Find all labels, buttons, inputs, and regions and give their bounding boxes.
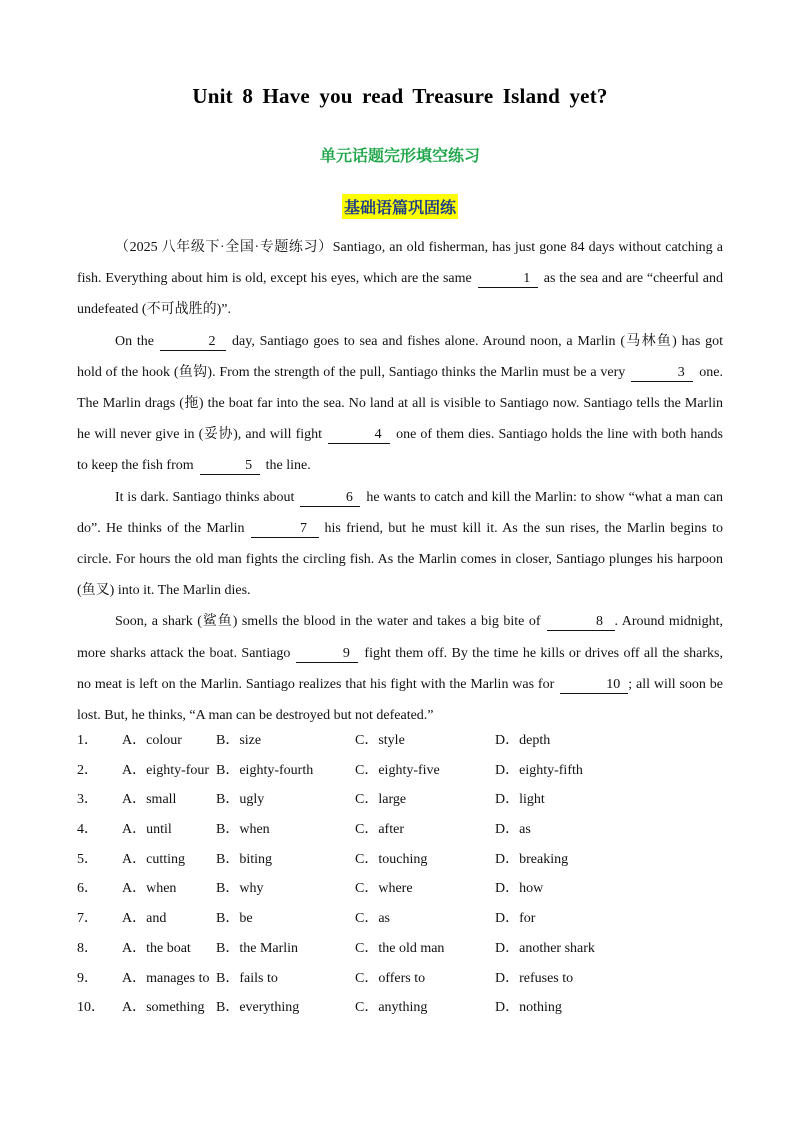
option-a: A．until — [122, 822, 172, 838]
option-row — [77, 815, 723, 845]
option-row — [77, 993, 723, 1023]
paragraph-3 — [77, 482, 723, 607]
option-c: C．touching — [355, 851, 428, 867]
question-number: 6． — [77, 881, 98, 897]
question-number: 9． — [77, 970, 98, 986]
option-d: D．for — [495, 911, 536, 927]
option-b: B．when — [216, 822, 270, 838]
question-number: 10． — [77, 1000, 105, 1016]
option-d: D．eighty-fifth — [495, 762, 583, 778]
option-row — [77, 934, 723, 964]
blank-3: 3 — [631, 365, 693, 382]
blank-4: 4 — [328, 427, 390, 444]
option-a: A．and — [122, 911, 167, 927]
option-d: D．breaking — [495, 851, 569, 867]
option-row — [77, 904, 723, 934]
option-c: C．large — [355, 792, 407, 808]
option-c: C．after — [355, 822, 404, 838]
option-a: A．cutting — [122, 851, 185, 867]
option-row — [77, 785, 723, 815]
option-row — [77, 845, 723, 875]
option-d: D．nothing — [495, 1000, 562, 1016]
option-b: B．ugly — [216, 792, 265, 808]
question-number: 4． — [77, 822, 98, 838]
option-d: D．how — [495, 881, 544, 897]
passage-text: day, Santiago goes to sea and fishes alone. Around noon, a Marlin (马林鱼) has got hold of the hook (鱼钩). From the strength of the pull, Santiago thinks the Marlin must be a very — [77, 333, 723, 380]
passage-text: It is dark. Santiago thinks about — [115, 489, 295, 505]
blank-10: 10 — [560, 677, 628, 694]
blank-1: 1 — [478, 271, 538, 288]
option-row — [77, 726, 723, 756]
cloze-passage — [77, 232, 723, 731]
question-number: 3． — [77, 792, 98, 808]
passage-text: he wants to catch and kill the Marlin: to show “what a man can do”. He thinks of the Marlin — [77, 489, 723, 536]
page-subtitle: 单元话题完形填空练习 — [319, 146, 480, 165]
passage-text: his friend, but he must kill it. As the sun rises, the Marlin begins to circle. For hours the old man fights the circling fish. As the Marlin comes in closer, Santiago plunges his harpoon (鱼叉) into it. The Marlin dies. — [77, 520, 723, 599]
option-d: D．another shark — [495, 940, 595, 956]
option-b: B．be — [216, 911, 253, 927]
paragraph-4 — [77, 606, 723, 731]
passage-text: one of them dies. Santiago holds the line with both hands to keep the fish from — [77, 427, 723, 474]
question-number: 2． — [77, 762, 98, 778]
option-b: B．why — [216, 881, 264, 897]
option-a: A．something — [122, 1000, 205, 1016]
option-b: B．everything — [216, 1000, 300, 1016]
passage-text: ; all will soon be lost. But, he thinks, “A man can be destroyed but not defeated.” — [77, 676, 723, 724]
option-c: C．eighty-five — [355, 762, 440, 778]
blank-2: 2 — [160, 334, 226, 351]
question-number: 7． — [77, 911, 98, 927]
passage-text: as the sea and are “cheerful and undefeated (不可战胜的)”. — [77, 271, 723, 318]
option-a: A．small — [122, 792, 177, 808]
option-c: C．the old man — [355, 940, 445, 956]
blank-6: 6 — [300, 490, 360, 507]
section-heading: 基础语篇巩固练 — [342, 194, 458, 219]
passage-text: one. The Marlin drags (拖) the boat far into the sea. No land at all is visible to Santiago now. Santiago tells the Marlin he will never give in (妥协), and will fight — [77, 364, 723, 443]
question-number: 1． — [77, 733, 98, 748]
section-heading-wrap — [0, 194, 800, 219]
option-c: C．anything — [355, 1000, 428, 1016]
option-a: A．colour — [122, 733, 182, 748]
option-d: D．depth — [495, 733, 551, 748]
passage-text: Soon, a shark (鲨鱼) smells the blood in the water and takes a big bite of — [115, 614, 541, 630]
page-title: Unit 8 Have you read Treasure Island yet? — [192, 84, 608, 108]
option-a: A．when — [122, 881, 177, 897]
blank-7: 7 — [251, 521, 319, 538]
blank-8: 8 — [547, 614, 615, 631]
option-a: A．the boat — [122, 940, 191, 956]
option-b: B．eighty-fourth — [216, 762, 314, 778]
option-row — [77, 874, 723, 904]
option-c: C．offers to — [355, 970, 426, 986]
answer-options — [77, 726, 723, 1023]
passage-text: the line. — [265, 458, 311, 474]
option-a: A．manages to — [122, 970, 210, 986]
question-number: 5． — [77, 851, 98, 867]
paragraph-1 — [77, 232, 723, 326]
option-c: C．style — [355, 733, 405, 748]
option-d: D．light — [495, 792, 545, 808]
option-row — [77, 756, 723, 786]
option-a: A．eighty-four — [122, 762, 210, 778]
passage-text: . Around midnight, more sharks attack the boat. Santiago — [77, 614, 723, 661]
option-d: D．as — [495, 822, 531, 838]
passage-text: fight them off. By the time he kills or drives off all the sharks, no meat is left on the Marlin. Santiago realizes that his fight with the Marlin was for — [77, 645, 723, 692]
option-b: B．the Marlin — [216, 940, 299, 956]
option-row — [77, 964, 723, 994]
option-c: C．as — [355, 911, 390, 927]
blank-5: 5 — [200, 458, 260, 475]
paragraph-2 — [77, 326, 723, 482]
blank-9: 9 — [296, 646, 358, 663]
passage-text: （2025 八年级下·全国·专题练习）Santiago, an old fisherman, has just gone 84 days without catching a fish. Everything about him is old, except his eyes, which are the same — [77, 240, 723, 287]
question-number: 8． — [77, 940, 98, 956]
option-d: D．refuses to — [495, 970, 574, 986]
option-b: B．size — [216, 733, 262, 748]
option-b: B．biting — [216, 851, 273, 867]
option-b: B．fails to — [216, 970, 278, 986]
passage-text: On the — [115, 333, 155, 349]
option-c: C．where — [355, 881, 413, 897]
